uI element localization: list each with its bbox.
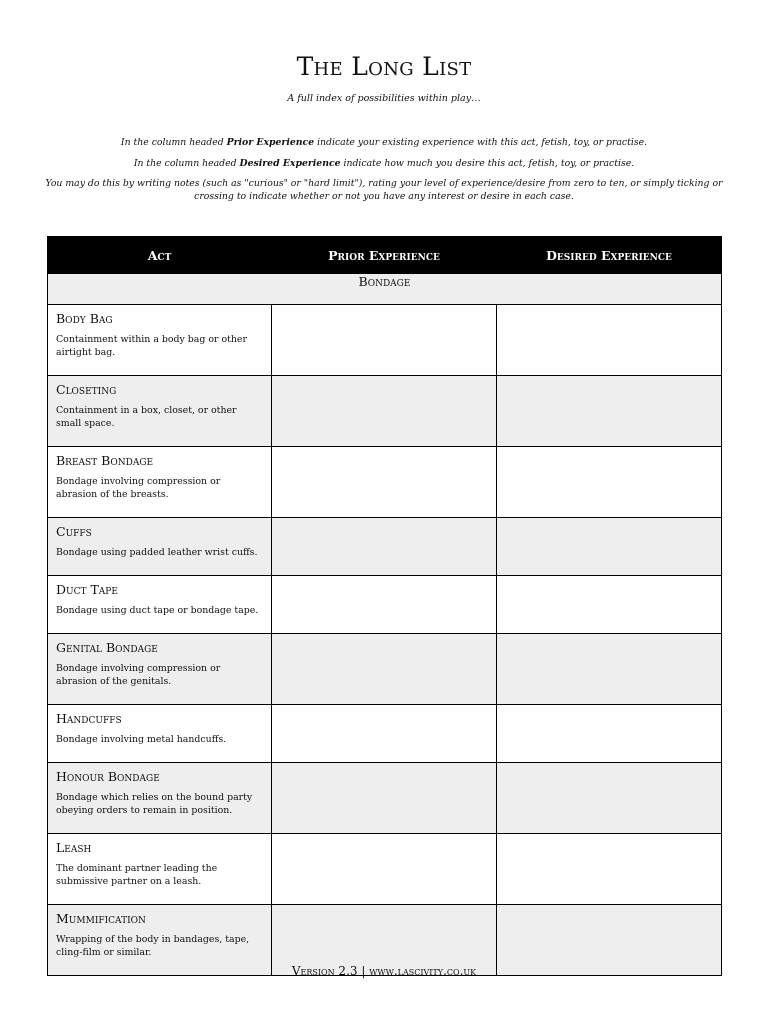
act-name: Handcuffs	[56, 711, 122, 726]
prior-experience-cell[interactable]	[272, 376, 497, 447]
table-row	[48, 576, 722, 634]
act-cell	[48, 305, 272, 376]
desired-experience-cell[interactable]	[497, 763, 722, 834]
act-name: Closeting	[56, 382, 117, 397]
act-name: Body Bag	[56, 311, 113, 326]
footer-version: Version 2.3 | www.lascivity.co.uk	[291, 964, 477, 978]
table-row	[48, 834, 722, 905]
instruction-desired: In the column headed Desired Experience indicate how much you desire this act, fetish, toy, or practise.	[133, 157, 635, 169]
prior-experience-cell[interactable]	[272, 447, 497, 518]
act-cell	[48, 763, 272, 834]
section-row	[48, 274, 722, 305]
prior-experience-cell[interactable]	[272, 763, 497, 834]
act-description: Bondage involving metal handcuffs.	[56, 734, 227, 745]
desired-experience-cell[interactable]	[497, 305, 722, 376]
act-cell	[48, 634, 272, 705]
table-row	[48, 376, 722, 447]
act-description: Containment in a box, closet, or other small space.	[56, 405, 237, 429]
table-row	[48, 763, 722, 834]
page-title: The Long List	[296, 52, 472, 81]
column-header-act: Act	[48, 237, 272, 274]
act-name: Cuffs	[56, 524, 92, 539]
desired-experience-cell[interactable]	[497, 376, 722, 447]
act-description: Containment within a body bag or other airtight bag.	[56, 334, 247, 358]
prior-experience-cell[interactable]	[272, 576, 497, 634]
act-cell	[48, 447, 272, 518]
prior-experience-cell[interactable]	[272, 305, 497, 376]
act-cell	[48, 705, 272, 763]
table-header-row	[48, 237, 722, 274]
act-cell	[48, 834, 272, 905]
act-name: Duct Tape	[56, 582, 118, 597]
desired-experience-cell[interactable]	[497, 576, 722, 634]
act-description: Bondage using padded leather wrist cuffs.	[56, 547, 258, 558]
desired-experience-cell[interactable]	[497, 705, 722, 763]
table-row	[48, 705, 722, 763]
act-description: Bondage involving compression or abrasion of the breasts.	[56, 476, 221, 500]
act-name: Leash	[56, 840, 92, 855]
instruction-method: You may do this by writing notes (such as "curious" or "hard limit"), rating your level of experience/desire from zero to ten, or simply ticking or crossing to indicate whether or not you have any interest or desire in each case.	[45, 178, 723, 202]
act-name: Genital Bondage	[56, 640, 158, 655]
table-row	[48, 305, 722, 376]
desired-experience-cell[interactable]	[497, 447, 722, 518]
act-name: Mummification	[56, 911, 146, 926]
prior-experience-cell[interactable]	[272, 705, 497, 763]
table-row	[48, 518, 722, 576]
desired-experience-cell[interactable]	[497, 834, 722, 905]
prior-experience-cell[interactable]	[272, 634, 497, 705]
instruction-prior: In the column headed Prior Experience indicate your existing experience with this act, fetish, toy, or practise.	[120, 137, 648, 148]
activity-table	[47, 236, 722, 976]
act-description: Bondage involving compression or abrasion of the genitals.	[56, 663, 221, 687]
prior-experience-cell[interactable]	[272, 518, 497, 576]
section-heading: Bondage	[48, 274, 722, 305]
act-cell	[48, 376, 272, 447]
table-row	[48, 447, 722, 518]
act-description: Wrapping of the body in bandages, tape, cling-film or similar.	[56, 934, 250, 958]
act-description: Bondage using duct tape or bondage tape.	[56, 605, 259, 616]
act-name: Breast Bondage	[56, 453, 154, 468]
desired-experience-cell[interactable]	[497, 634, 722, 705]
table-row	[48, 634, 722, 705]
act-description: Bondage which relies on the bound party obeying orders to remain in position.	[56, 792, 253, 816]
column-header-prior-experience: Prior Experience	[272, 237, 497, 274]
act-cell	[48, 518, 272, 576]
page-subtitle: A full index of possibilities within play…	[287, 93, 481, 104]
act-description: The dominant partner leading the submissive partner on a leash.	[56, 863, 218, 887]
act-cell	[48, 576, 272, 634]
prior-experience-cell[interactable]	[272, 834, 497, 905]
instructions	[40, 137, 728, 211]
column-header-desired-experience: Desired Experience	[497, 237, 722, 274]
act-name: Honour Bondage	[56, 769, 160, 784]
desired-experience-cell[interactable]	[497, 518, 722, 576]
